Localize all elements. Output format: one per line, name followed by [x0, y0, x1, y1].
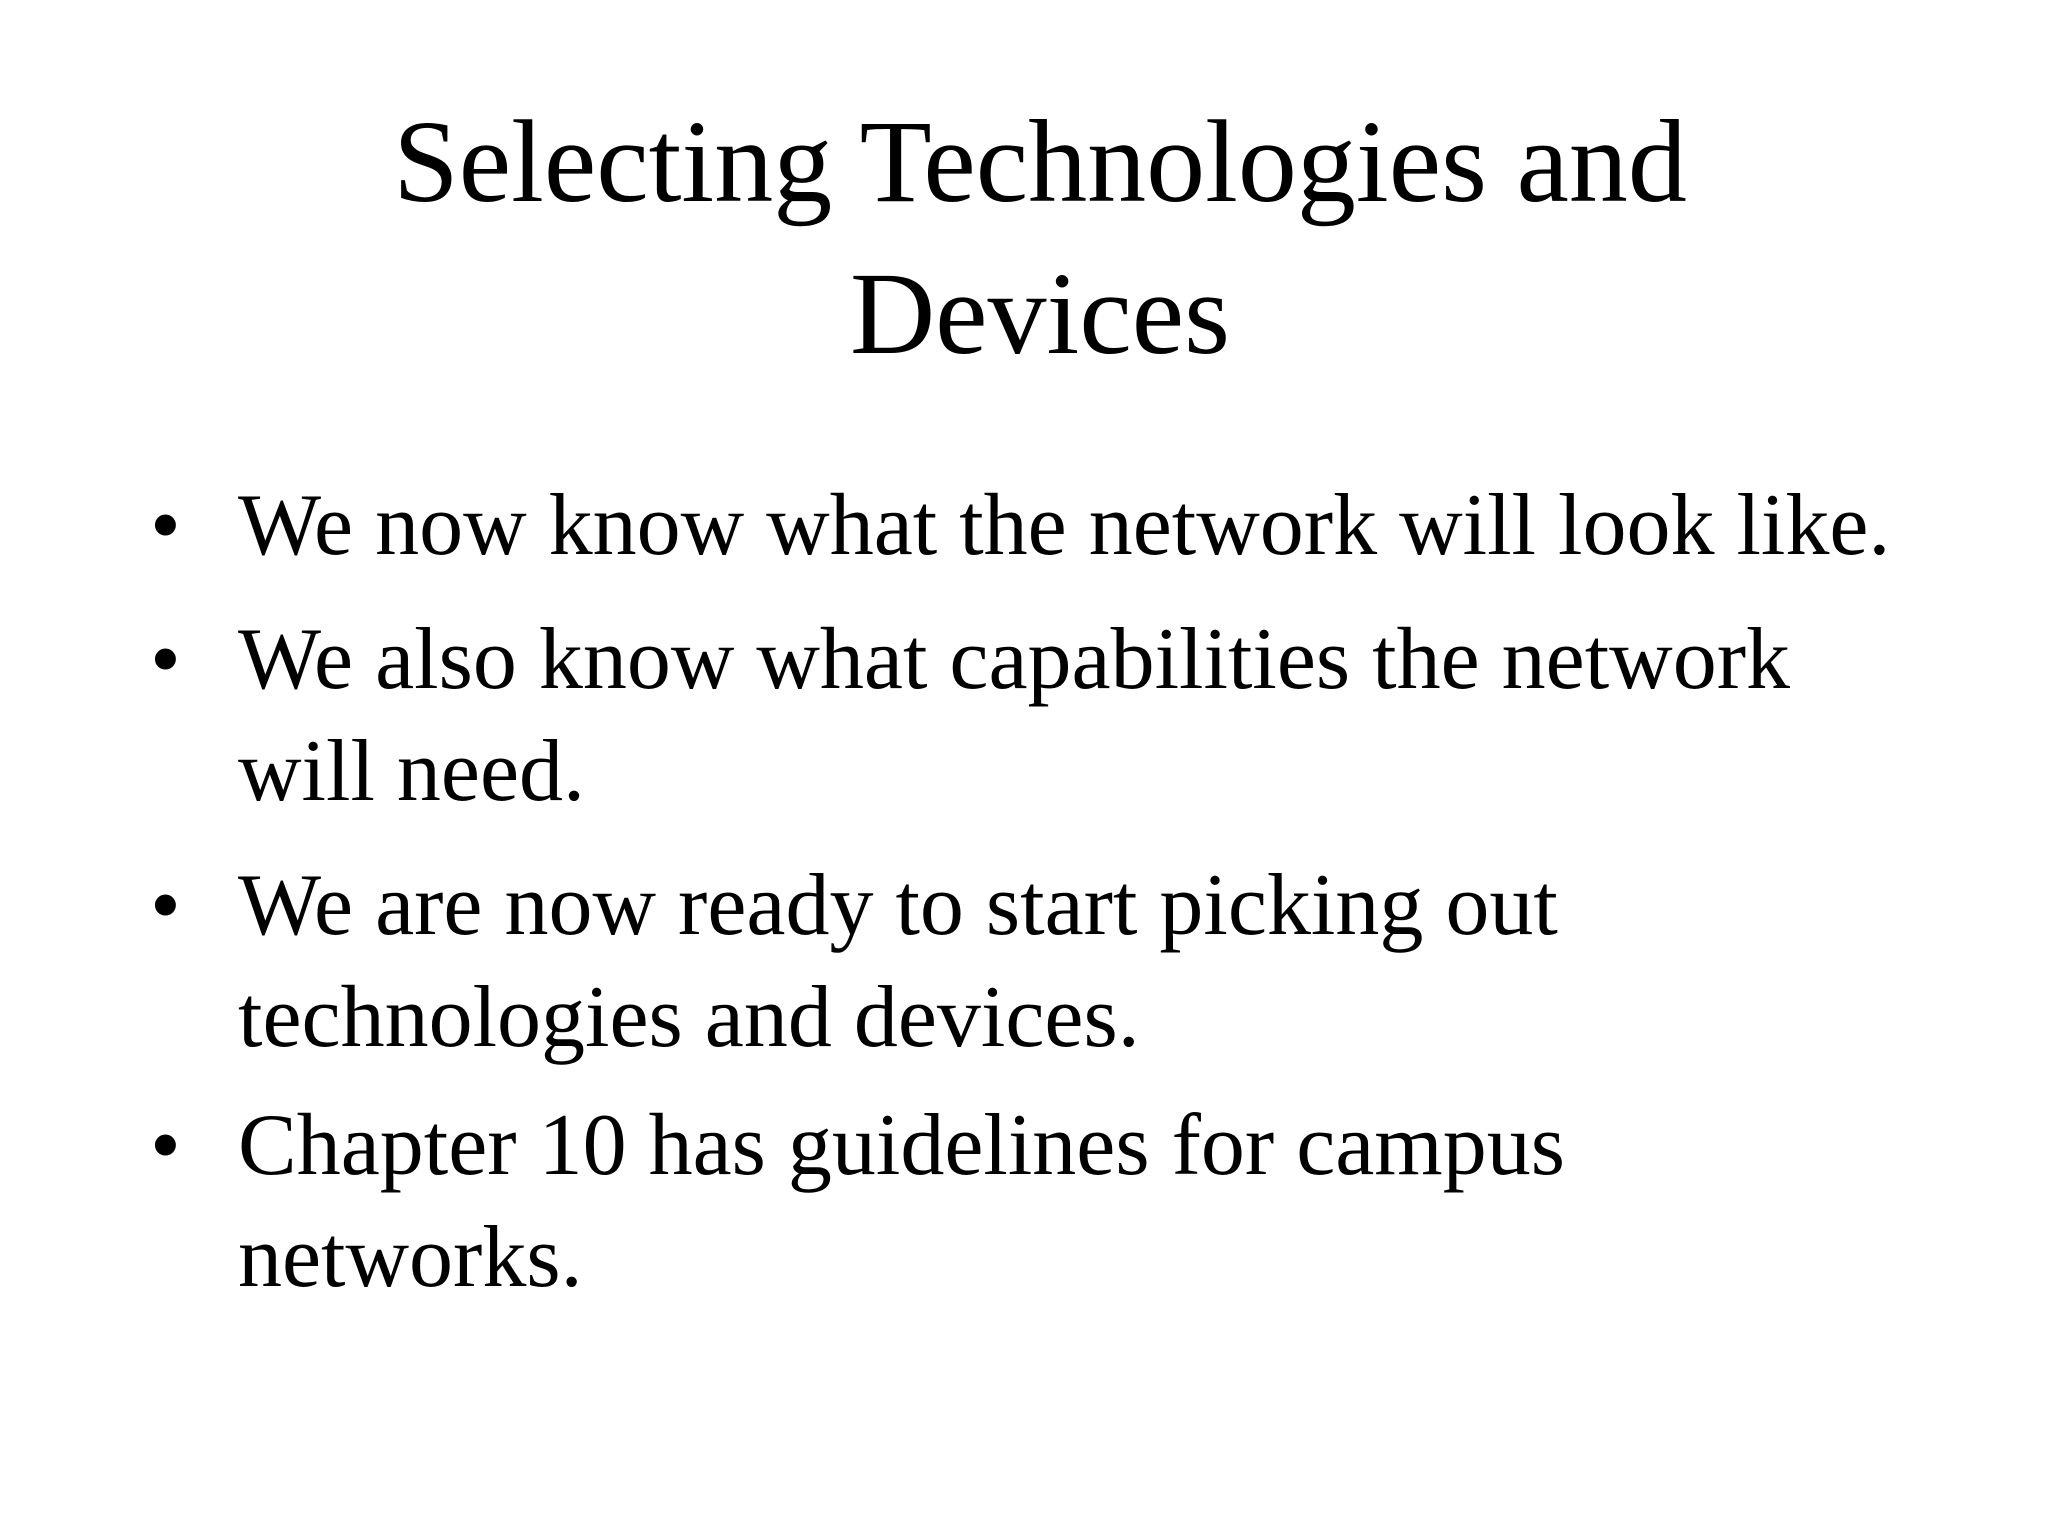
bullet-2-line-2: will need.	[238, 723, 586, 820]
bullet-4-line-2: networks.	[238, 1209, 583, 1306]
slide-title-line-2: Devices	[849, 248, 1231, 379]
bullet-icon: •	[150, 857, 181, 954]
bullet-item-1	[150, 470, 2010, 582]
bullet-3-line-1: We are now ready to start picking out	[238, 857, 1558, 954]
bullet-list	[150, 470, 2010, 1336]
bullet-icon: •	[150, 1097, 181, 1194]
bullet-3-line-2: technologies and devices.	[238, 969, 1140, 1066]
slide-title-line-1: Selecting Technologies and	[393, 96, 1687, 227]
bullet-1-line-1: We now know what the network will look like.	[238, 477, 1891, 574]
bullet-4-line-1: Chapter 10 has guidelines for campus	[238, 1097, 1566, 1194]
bullet-icon: •	[150, 477, 181, 574]
bullet-item-4	[150, 1090, 2010, 1314]
bullet-icon: •	[150, 611, 181, 708]
slide-title	[180, 86, 1900, 390]
bullet-item-3	[150, 850, 2010, 1074]
bullet-item-2	[150, 604, 2010, 828]
bullet-2-line-1: We also know what capabilities the network	[238, 611, 1791, 708]
